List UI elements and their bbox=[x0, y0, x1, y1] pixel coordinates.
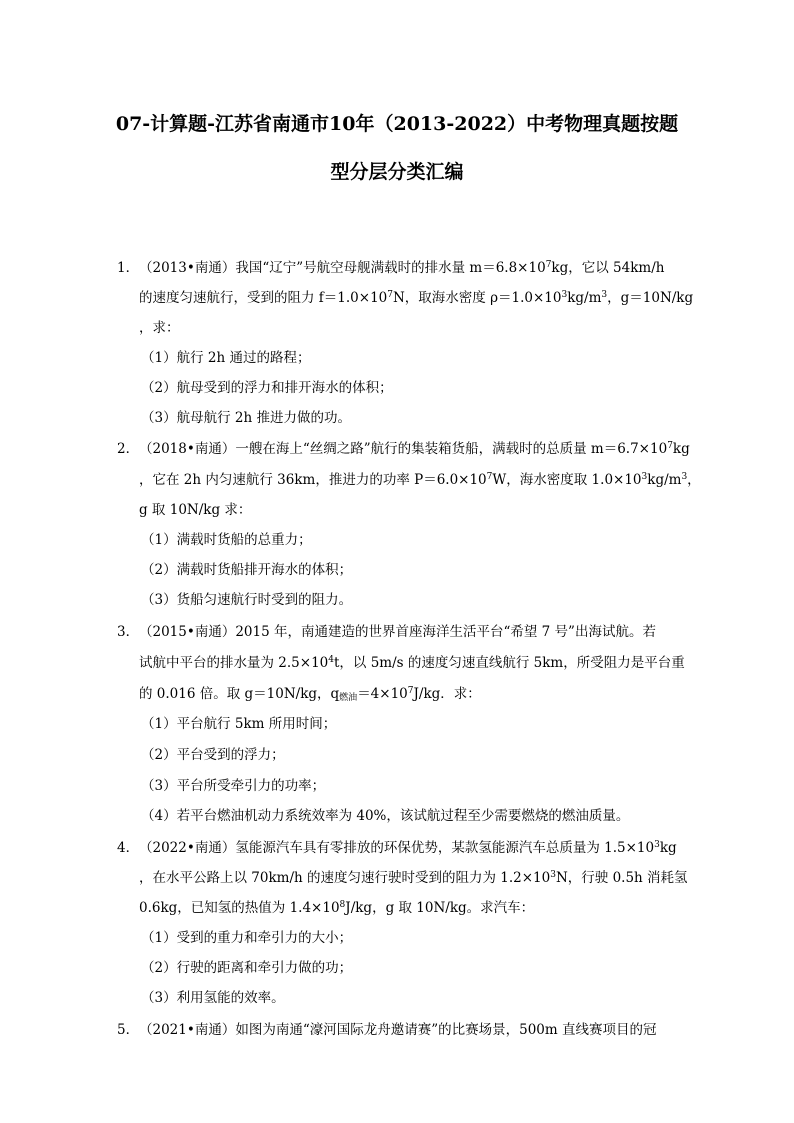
problem-2-sub-3: （3）货船匀速航行时受到的阻力。 bbox=[141, 592, 353, 608]
problem-3-sub-1: （1）平台航行 5km 所用时间； bbox=[141, 716, 337, 732]
problem-4-line-2: ，在水平公路上以 70km/h 的速度匀速行驶时受到的阻力为 $1.2\times 10^3N$，行驶 0.5h 消耗氢 bbox=[139, 870, 688, 886]
problem-3-number: 3． bbox=[117, 624, 140, 640]
problem-3-sub-3: （3）平台所受牵引力的功率； bbox=[141, 778, 326, 794]
problem-3-sub-4: （4）若平台燃油机动力系统效率为 40%，该试航过程至少需要燃烧的燃油质量。 bbox=[141, 808, 630, 824]
problem-2-line-3: g 取 10N/kg 求： bbox=[139, 502, 252, 518]
problem-4-number: 4． bbox=[117, 840, 140, 856]
problem-4-sub-3: （3）利用氢能的效率。 bbox=[141, 990, 285, 1006]
problem-2-number: 2． bbox=[117, 441, 140, 457]
problem-4-sub-1: （1）受到的重力和牵引力的大小； bbox=[141, 930, 353, 946]
problem-5-number: 5． bbox=[117, 1022, 140, 1038]
problem-1-line-2: 的速度匀速航行，受到的阻力 $f=1.0\times 10^7N$，取海水密度 $\rho=1.0\times 10^3kg/m^3$，g＝10N/kg bbox=[139, 290, 694, 306]
problem-1-sub-1: （1）航行 2h 通过的路程； bbox=[141, 350, 311, 366]
problem-2-sub-1: （1）满载时货船的总重力； bbox=[141, 532, 312, 548]
problem-3-line-1: （2015•南通）2015 年，南通建造的世界首座海洋生活平台“希望 7 号”出海试航。若 bbox=[139, 624, 656, 640]
problem-1-number: 1． bbox=[117, 260, 140, 276]
problem-2-sub-2: （2）满载时货船排开海水的体积； bbox=[141, 562, 353, 578]
problem-3-line-3: 的 0.016 倍。取 g＝10N/kg，$q_{燃油}=4\times 10^7J/kg$．求： bbox=[139, 686, 481, 703]
problem-1-sub-2: （2）航母受到的浮力和排开海水的体积； bbox=[141, 380, 393, 396]
problem-2-line-2: ，它在 2h 内匀速航行 36km，推进力的功率 $P=6.0\times 10^7W$，海水密度取 $1.0\times 10^3kg/m^3$， bbox=[139, 472, 701, 488]
problem-1-line-3: ，求： bbox=[139, 320, 180, 336]
problem-3-sub-2: （2）平台受到的浮力； bbox=[141, 747, 285, 763]
problem-4-line-3: 0.6kg，已知氢的热值为 $1.4\times 10^8J/kg$，g 取 10N/kg。求汽车： bbox=[139, 900, 535, 916]
document-title bbox=[100, 100, 694, 196]
problem-4-sub-2: （2）行驶的距离和牵引力做的功； bbox=[141, 960, 353, 976]
title-line-2: 型分层分类汇编 bbox=[330, 161, 464, 183]
problem-1-line-1: （2013•南通）我国“辽宁”号航空母舰满载时的排水量 $m=6.8\times 10^7kg$，它以 54km/h bbox=[139, 260, 665, 276]
problem-3-line-2: 试航中平台的排水量为 $2.5\times 10^4t$，以 5m/s 的速度匀速直线航行 5km，所受阻力是平台重 bbox=[139, 655, 685, 671]
problem-1-sub-3: （3）航母航行 2h 推进力做的功。 bbox=[141, 410, 351, 426]
problem-4-line-1: （2022•南通）氢能源汽车具有零排放的环保优势，某款氢能源汽车总质量为 $1.5\times 10^3kg$ bbox=[139, 840, 677, 856]
problem-5-line-1: （2021•南通）如图为南通“濠河国际龙舟邀请赛”的比赛场景，500m 直线赛项目的冠 bbox=[139, 1022, 657, 1038]
title-line-1: 07-计算题-江苏省南通市10年（2013-2022）中考物理真题按题 bbox=[115, 113, 679, 135]
problem-2-line-1: （2018•南通）一艘在海上“丝绸之路”航行的集装箱货船，满载时的总质量 $m=6.7\times 10^7kg$ bbox=[139, 441, 690, 457]
